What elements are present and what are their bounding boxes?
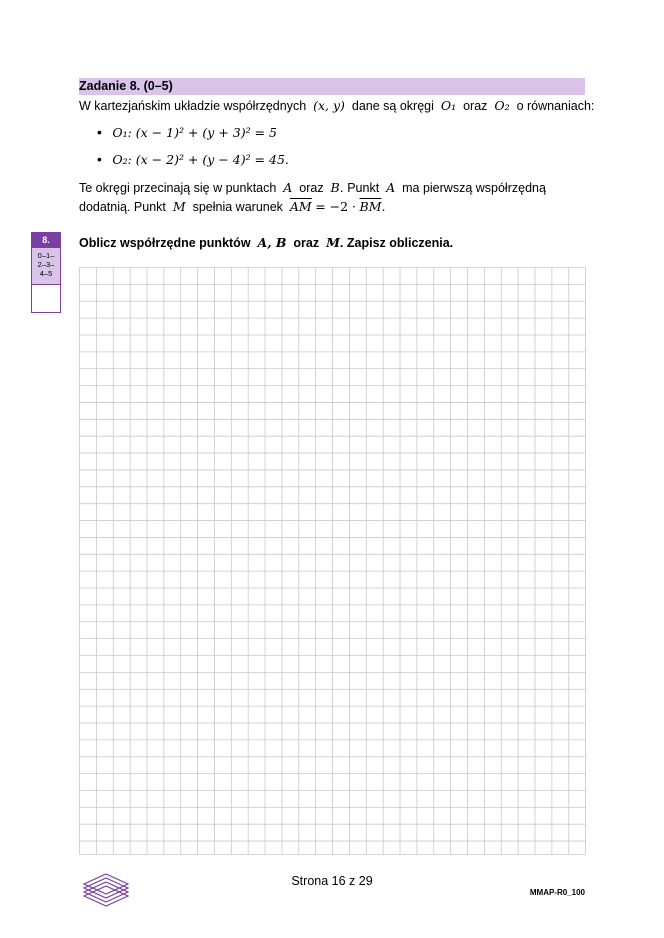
score-level-2: 2–3– bbox=[37, 260, 55, 269]
equation-1 bbox=[97, 124, 277, 141]
vector-equation: = −2 · bbox=[315, 199, 357, 214]
para-1a: Te okręgi przecinają się w punktach bbox=[79, 181, 277, 195]
intro-line bbox=[79, 98, 594, 114]
equation-2-text: O₂: (x − 2)² + (y − 4)² = 45. bbox=[112, 152, 289, 167]
answer-grid[interactable] bbox=[79, 267, 586, 855]
instruction-text: Oblicz współrzędne punktów bbox=[79, 236, 251, 250]
exam-code: MMAP-R0_100 bbox=[529, 888, 585, 897]
point-b: B. bbox=[330, 180, 344, 195]
point-m: M bbox=[172, 199, 186, 214]
instruction bbox=[79, 235, 453, 251]
score-box-levels bbox=[32, 248, 60, 285]
para-1c: Punkt bbox=[347, 181, 380, 195]
intro-end: o równaniach: bbox=[516, 99, 595, 113]
score-level-1: 0–1– bbox=[37, 251, 55, 260]
point-a: A bbox=[283, 180, 293, 195]
bullet-icon: • bbox=[97, 124, 102, 140]
circle-o1-label: O₁ bbox=[440, 98, 457, 113]
intro-oraz: oraz bbox=[463, 99, 488, 113]
equation-2 bbox=[97, 151, 289, 168]
instruction-end: . Zapisz obliczenia. bbox=[339, 236, 454, 250]
paragraph-line-1 bbox=[79, 180, 546, 196]
instruction-oraz: oraz bbox=[293, 236, 320, 250]
equation-1-text: O₁: (x − 1)² + (y + 3)² = 5 bbox=[112, 125, 277, 140]
grid-lines bbox=[80, 268, 586, 855]
score-box bbox=[31, 232, 61, 313]
intro-coords: (x, y) bbox=[313, 98, 345, 113]
instruction-point-m: M bbox=[326, 235, 340, 250]
bullet-icon: • bbox=[97, 151, 102, 167]
task-header bbox=[79, 78, 585, 95]
paragraph-line-2 bbox=[79, 199, 386, 215]
vector-bm: $\overline{BM}$ bbox=[359, 199, 382, 214]
point-a-2: A bbox=[386, 180, 396, 195]
intro-mid: dane są okręgi bbox=[351, 99, 434, 113]
score-box-number: 8. bbox=[32, 233, 60, 248]
circle-o2-label: O₂ bbox=[494, 98, 510, 113]
para-1b: oraz bbox=[299, 181, 324, 195]
task-title: Zadanie 8. (0–5) bbox=[79, 79, 173, 93]
instruction-points: A, B bbox=[257, 235, 287, 250]
para-2a: dodatnią. Punkt bbox=[79, 200, 166, 214]
intro-text: W kartezjańskim układzie współrzędnych bbox=[79, 99, 307, 113]
score-level-3: 4–5 bbox=[39, 269, 53, 278]
vector-am: $\overline{AM}$ bbox=[289, 199, 312, 214]
para-2b: spełnia warunek bbox=[192, 200, 283, 214]
vector-end: . bbox=[381, 199, 386, 214]
para-1d: ma pierwszą współrzędną bbox=[402, 181, 546, 195]
page-number: Strona 16 z 29 bbox=[291, 874, 373, 888]
